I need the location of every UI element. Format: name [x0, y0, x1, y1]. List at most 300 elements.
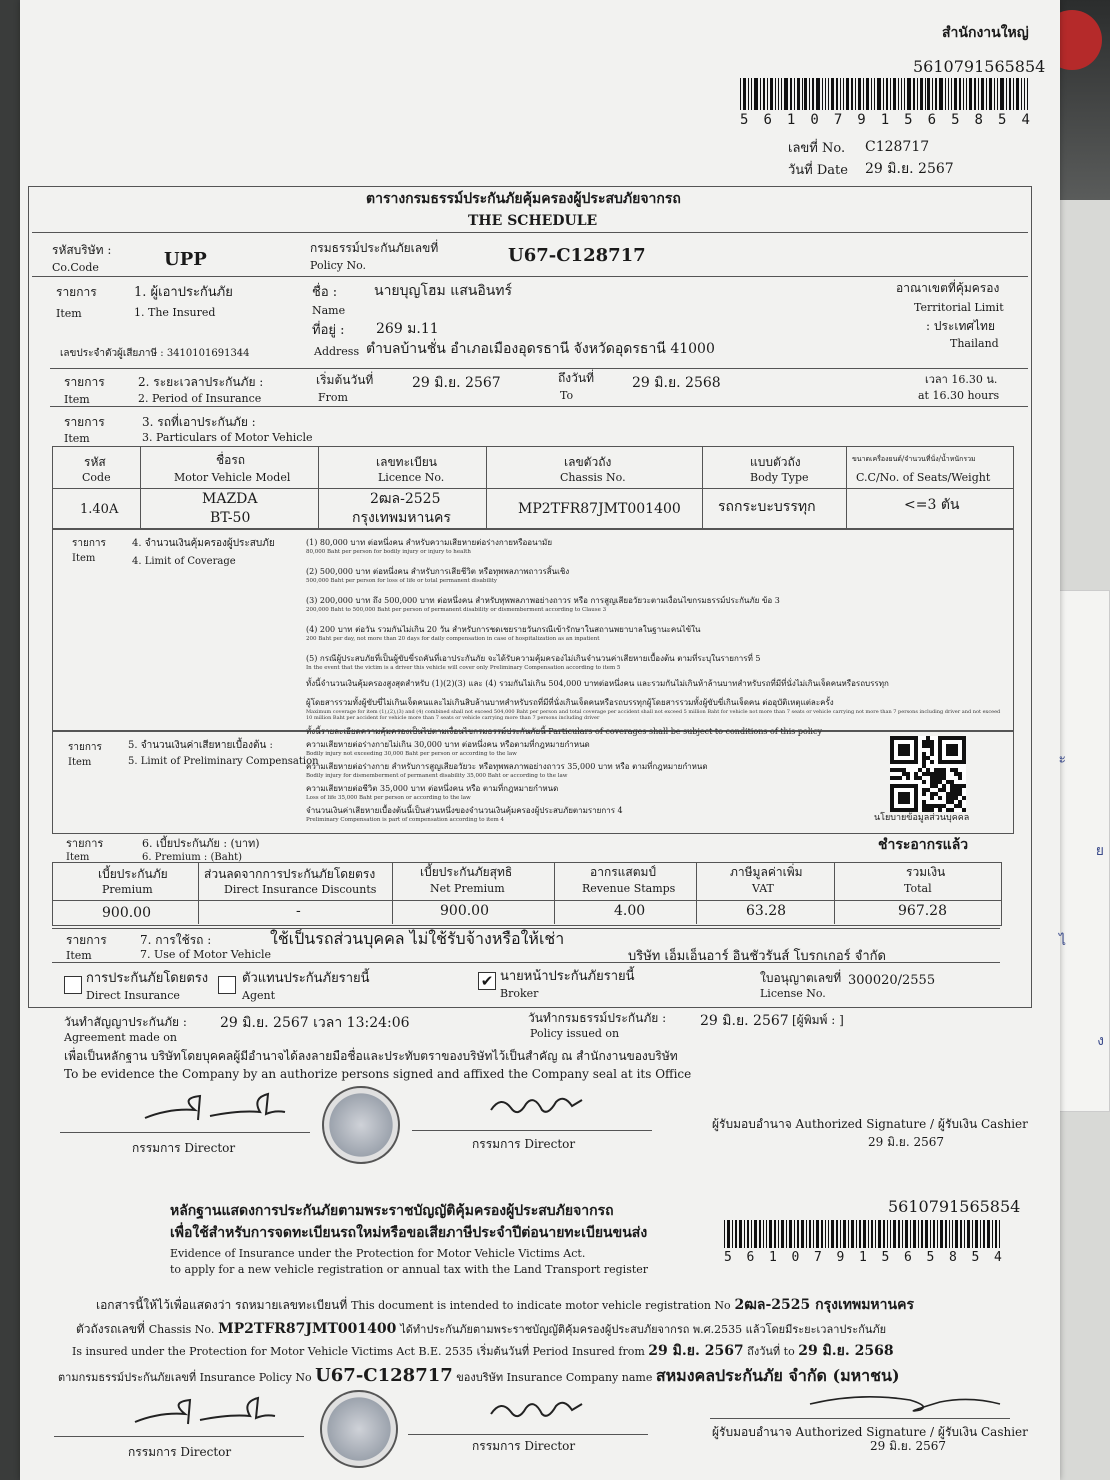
to-label-en: To: [560, 389, 574, 402]
coverage-label-en: 4. Limit of Coverage: [132, 556, 236, 567]
coverage-line-4-en: 200 Baht per day, not more than 20 days for daily compensation in case of hospitalization as an inpatient: [306, 636, 600, 642]
barcode-bar: [1016, 78, 1019, 110]
barcode-bar: [969, 78, 973, 110]
barcode-bar: [964, 1220, 965, 1248]
cert-title-en-1: Evidence of Insurance under the Protection for Motor Vehicle Victims Act.: [170, 1247, 586, 1260]
barcode-bar: [902, 1220, 903, 1248]
coverage-line-8-th: ทั้งนี้รายละเอียดความคุ้มครองเป็นไปตามเงื่อนไขกรมธรรม์ประกันภัยนี้ Particulars of coverages shall be subject to conditions of this policy: [306, 727, 822, 736]
cert-chassis: MP2TFR87JMT001400: [218, 1321, 397, 1337]
coverage-line-1-th: (1) 80,000 บาท ต่อหนึ่งคน สำหรับความเสียหายต่อร่างกายหรืออนามัย: [306, 538, 553, 547]
barcode-digit: 4: [994, 1250, 1002, 1265]
vh-model-th: ชื่อรถ: [216, 453, 246, 467]
period-time-th: เวลา 16.30 น.: [925, 373, 998, 386]
qr-module: [962, 796, 966, 800]
cert-period-from: 29 มิ.ย. 2567: [648, 1343, 744, 1359]
barcode-bar: [812, 78, 814, 110]
barcode-bar: [1024, 78, 1025, 110]
barcode-bar: [878, 1220, 881, 1248]
coverage-line-7-en: Maximum coverage for item (1),(2),(3) and (4) combined shall not exceed 504,000 Baht per person and total coverage per accident shall not exceed 5 million Baht for vehicle not more than 7 seats or vehicle carrying not more than 7 persons including driver and not exceed 10 million Baht per accident for vehicle more than 7 seats or vehicle carrying more than 7 persons including driver: [306, 709, 1001, 721]
barcode-bar: [921, 1220, 923, 1248]
barcode-bar: [851, 1220, 854, 1248]
policy-no-label-en: Policy No.: [310, 259, 367, 272]
side-mark-3: ไ: [1058, 933, 1066, 949]
barcode-bar: [778, 1220, 779, 1248]
barcode-bar: [966, 78, 967, 110]
co-code-value: UPP: [164, 249, 207, 270]
barcode-bar: [775, 78, 777, 110]
agent-label-en: Agent: [242, 989, 275, 1002]
barcode-bar: [786, 1220, 787, 1248]
cert-cashier-label: ผู้รับมอบอำนาจ Authorized Signature / ผู้รับเงิน Cashier: [712, 1425, 1028, 1439]
barcode-bar: [904, 78, 905, 110]
name-label-en: Name: [312, 304, 346, 317]
director-signature-2: [486, 1090, 586, 1124]
barcode-bar: [740, 78, 741, 110]
barcode-bar: [955, 1220, 959, 1248]
cert-line4: [58, 1366, 900, 1386]
barcode-bar: [917, 78, 918, 110]
barcode-bar: [975, 1220, 978, 1248]
barcode-bar: [920, 78, 923, 110]
barcode-bar: [890, 78, 891, 110]
barcode-digit: 5: [951, 112, 960, 128]
item4-label-th: รายการ: [72, 538, 106, 549]
barcode-bar: [856, 1220, 857, 1248]
barcode-bar: [918, 1220, 919, 1248]
ph-total-en: Total: [904, 882, 932, 895]
barcode-bar: [933, 1220, 935, 1248]
barcode-bar: [760, 78, 761, 110]
barcode-bar: [804, 78, 807, 110]
vehicle-licence-1: 2ฒล-2525: [370, 491, 441, 507]
evidence-text-th: เพื่อเป็นหลักฐาน บริษัทโดยบุคคลผู้มีอำนาจได้ลงลายมือชื่อและประทับตราของบริษัทไว้เป็นสำคัญ ณ สำนักงานของบริษัท: [64, 1049, 678, 1063]
barcode-bar: [989, 78, 992, 110]
barcode-bar: [821, 1220, 823, 1248]
prelim-line-3-th: ความเสียหายต่อชีวิต 35,000 บาท ต่อหนึ่งคน หรือ ตามที่กฎหมายกำหนด: [306, 784, 559, 793]
cert-title-th-1: หลักฐานแสดงการประกันภัยตามพระราชบัญญัติคุ้มครองผู้ประสบภัยจากรถ: [170, 1203, 614, 1219]
cert-line3-d: ถึงวันที่ to: [747, 1345, 795, 1358]
cert-line3-a: Is insured under the Protection for Motor Vehicle Victims Act B.E. 2535: [72, 1345, 474, 1358]
barcode-bar: [983, 1220, 985, 1248]
barcode-bar: [959, 78, 961, 110]
barcode-bar: [890, 1220, 891, 1248]
barcode-bar: [927, 78, 930, 110]
territory-label-th: อาณาเขตที่คุ้มครอง: [896, 281, 1000, 295]
cert-line1-b: This document is intended to indicate motor vehicle registration No: [351, 1299, 731, 1312]
barcode-bar: [999, 1220, 1000, 1248]
agreement-made-value: 29 มิ.ย. 2567 เวลา 13:24:06: [220, 1015, 410, 1031]
agent-checkbox[interactable]: [218, 976, 236, 994]
pv-discount: -: [296, 903, 301, 919]
license-number: 300020/2555: [848, 973, 936, 988]
barcode-digit: 5: [926, 1250, 935, 1265]
side-mark-4: ง: [1097, 1033, 1104, 1049]
barcode-bar: [843, 78, 844, 110]
qr-module: [930, 760, 934, 764]
barcode-bar: [930, 1220, 931, 1248]
cert-director-label-1: กรรมการ Director: [128, 1445, 232, 1459]
qr-module: [930, 796, 934, 800]
agreement-made-label-en: Agreement made on: [64, 1031, 177, 1044]
vh-body-en: Body Type: [750, 471, 809, 484]
prelim-line-2-en: Bodily injury for dismemberment of permanent disability 35,000 Baht or according to the law: [306, 773, 568, 779]
usage-value: ใช้เป็นรถส่วนบุคคล ไม่ใช้รับจ้างหรือให้เช่า: [270, 929, 565, 948]
barcode-digit: 0: [810, 112, 819, 128]
barcode-digit: 1: [786, 112, 796, 128]
printed-by: [ผู้พิมพ์ : ]: [792, 1013, 844, 1027]
vehicle-label-en: 3. Particulars of Motor Vehicle: [142, 431, 313, 444]
barcode-bar: [886, 78, 888, 110]
barcode-bar: [751, 1220, 752, 1248]
barcode-bottom: [724, 1220, 1002, 1248]
barcode-bar: [724, 1220, 725, 1248]
barcode-digits-bottom: [724, 1250, 1002, 1265]
barcode-bar: [875, 1220, 876, 1248]
license-label-en: License No.: [760, 987, 826, 1000]
qr-module: [930, 752, 934, 756]
cert-line4-a: ตามกรมธรรม์ประกันภัยเลขที่ Insurance Policy No: [58, 1371, 312, 1384]
barcode-digit: 6: [763, 112, 772, 128]
qr-module: [950, 808, 954, 812]
barcode-bar: [913, 1220, 916, 1248]
vh-code-th: รหัส: [84, 455, 106, 469]
coverage-line-1-en: 80,000 Baht per person for bodily injury or injury to health: [306, 549, 471, 555]
barcode-bar: [1009, 78, 1011, 110]
barcode-bar: [802, 78, 803, 110]
barcode-bar: [948, 78, 950, 110]
barcode-bar: [987, 1220, 991, 1248]
broker-checkbox-checked[interactable]: ✔: [478, 972, 496, 990]
barcode-top: [740, 78, 1030, 110]
broker-label-th: นายหน้าประกันภัยรายนี้: [500, 969, 635, 984]
barcode-bar: [763, 78, 765, 110]
barcode-bar: [868, 1220, 869, 1248]
barcode-digit: 1: [859, 1250, 867, 1265]
ph-vat-en: VAT: [752, 882, 774, 895]
barcode-digit: 5: [904, 112, 913, 128]
coverage-line-2-th: (2) 500,000 บาท ต่อหนึ่งคน สำหรับการเสียชีวิต หรือทุพพลภาพถาวรสิ้นเชิง: [306, 567, 570, 576]
barcode-bar: [825, 1220, 826, 1248]
barcode-digit: 7: [814, 1250, 822, 1265]
policy-issued-label-en: Policy issued on: [530, 1027, 620, 1040]
item6-label-en: Item: [66, 852, 90, 863]
preliminary-lines: [306, 738, 866, 823]
barcode-bar: [781, 1220, 784, 1248]
barcode-bar: [789, 1220, 792, 1248]
tax-id: เลขประจำตัวผู้เสียภาษี : 3410101691344: [60, 348, 250, 359]
barcode-bar: [769, 1220, 773, 1248]
preliminary-label-th: 5. จำนวนเงินค่าเสียหายเบื้องต้น :: [128, 740, 273, 751]
vh-licence-en: Licence No.: [378, 471, 445, 484]
vh-licence-th: เลขทะเบียน: [376, 455, 437, 469]
cert-line1-a: เอกสารนี้ให้ไว้เพื่อแสดงว่า รถหมายเลขทะเบียนที่: [96, 1298, 348, 1312]
barcode-bar: [893, 1220, 897, 1248]
barcode-bar: [739, 1220, 743, 1248]
barcode-bar: [877, 78, 881, 110]
policy-issued-label-th: วันทำกรมธรรม์ประกันภัย :: [528, 1011, 667, 1025]
territory-value-th: : ประเทศไทย: [926, 319, 995, 333]
vehicle-model-2: BT-50: [210, 510, 251, 526]
period-label-en: 2. Period of Insurance: [138, 392, 262, 405]
barcode-bar: [825, 78, 827, 110]
barcode-bar: [940, 1220, 943, 1248]
cert-line2-d: ได้ทำประกันภัยตามพระราชบัญญัติคุ้มครองผู้ประสบภัยจากรถ พ.ศ.2535 แล้วโดยมีระยะเวลาประกันภัย: [400, 1323, 887, 1336]
cert-director-signature-2: [486, 1394, 586, 1428]
cert-cashier-date: 29 มิ.ย. 2567: [870, 1439, 947, 1453]
barcode-bar: [840, 1220, 841, 1248]
agent-label-th: ตัวแทนประกันภัยรายนี้: [242, 971, 370, 986]
barcode-bar: [846, 78, 850, 110]
barcode-bar: [952, 1220, 953, 1248]
coverage-line-5-th: (5) กรณีผู้ประสบภัยที่เป็นผู้ขับขี่รถคันที่เอาประกันภัย จะได้รับความคุ้มครองไม่เกินจำนวนค่าเสียหายเบื้องต้น ตามที่ระบุในรายการที่ 5: [306, 654, 761, 663]
company-seal-1: [322, 1086, 400, 1164]
office-label: สำนักงานใหญ่: [942, 25, 1029, 41]
privacy-qr-code[interactable]: [890, 736, 966, 812]
item6-label-th: รายการ: [66, 837, 104, 850]
barcode-bar: [863, 1220, 867, 1248]
vh-model-en: Motor Vehicle Model: [174, 471, 291, 484]
barcode-digit: 9: [857, 112, 866, 128]
barcode-bar: [828, 78, 829, 110]
barcode-bar: [978, 78, 979, 110]
cashier-signature: [800, 1388, 1010, 1418]
barcode-digit: 5: [997, 112, 1007, 128]
vehicle-seats: <=3 ตัน: [904, 497, 960, 513]
territory-value-en: Thailand: [950, 337, 999, 350]
qr-module: [898, 776, 902, 780]
director-label-2: กรรมการ Director: [472, 1137, 576, 1151]
ph-premium-en: Premium: [102, 883, 153, 896]
coverage-line-2-en: 500,000 Baht per person for loss of life or total permanent disability: [306, 578, 498, 584]
barcode-bar: [967, 1220, 970, 1248]
barcode-digit: 9: [836, 1250, 845, 1265]
barcode-digit: 6: [746, 1250, 755, 1265]
item3-label-en: Item: [64, 432, 90, 445]
coverage-line-3-en: 200,000 Baht to 500,000 Baht per person of permanent disability or dismemberment according to Clause 3: [306, 607, 607, 613]
barcode-bar: [767, 78, 768, 110]
qr-finder: [946, 744, 958, 756]
cert-title-th-2: เพื่อใช้สำหรับการจดทะเบียนรถใหม่หรือขอเสียภาษีประจำปีต่อนายทะเบียนขนส่ง: [170, 1225, 648, 1241]
barcode-digit: 6: [904, 1250, 912, 1265]
barcode-bar: [831, 1220, 835, 1248]
prelim-line-1-th: ความเสียหายต่อร่างกายไม่เกิน 30,000 บาท ต่อหนึ่งคน หรือตามที่กฎหมายกำหนด: [306, 740, 590, 749]
barcode-bar: [840, 78, 841, 110]
qr-module: [906, 776, 910, 780]
cert-director-signature-1: [130, 1392, 280, 1432]
barcode-digit: 1: [880, 112, 890, 128]
qr-module: [962, 808, 966, 812]
barcode-bar: [893, 78, 896, 110]
name-label-th: ชื่อ :: [312, 285, 338, 300]
barcode-digits-top: [740, 112, 1030, 128]
barcode-bar: [939, 78, 943, 110]
barcode-bar: [831, 78, 834, 110]
item5-label-th: รายการ: [68, 742, 102, 753]
barcode-bar: [797, 78, 800, 110]
barcode-bar: [778, 78, 779, 110]
barcode-bar: [774, 1220, 776, 1248]
ph-premium-th: เบี้ยประกันภัย: [98, 867, 168, 881]
barcode-digit: 5: [724, 1250, 732, 1265]
barcode-bar: [794, 78, 795, 110]
barcode-bar: [828, 1220, 829, 1248]
cert-director-label-2: กรรมการ Director: [472, 1439, 576, 1453]
address-label-th: ที่อยู่ :: [312, 323, 345, 338]
prelim-line-4-en: Preliminary Compensation is part of compensation according to item 4: [306, 817, 504, 823]
barcode-bar: [1000, 78, 1004, 110]
ph-discount-en: Direct Insurance Discounts: [224, 883, 377, 896]
stamp-paid-label: ชำระอากรแล้ว: [878, 837, 969, 853]
doc-no-label: เลขที่ No.: [788, 141, 846, 156]
barcode-bar: [951, 78, 952, 110]
barcode-number: 5610791565854: [913, 57, 1046, 76]
period-time-en: at 16.30 hours: [918, 389, 1000, 402]
prelim-line-1-en: Bodily injury not exceeding 30,000 Baht per person or according to the law: [306, 751, 517, 757]
qr-module: [930, 808, 934, 812]
pv-vat: 63.28: [746, 903, 787, 919]
barcode-bar: [748, 78, 749, 110]
insured-label-en: 1. The Insured: [134, 306, 216, 319]
vehicle-body-type: รถกระบะบรรทุก: [718, 499, 816, 515]
barcode-bar: [945, 1220, 947, 1248]
co-code-label-en: Co.Code: [52, 261, 99, 274]
item3-label-th: รายการ: [64, 415, 105, 429]
item1-label-th: รายการ: [56, 285, 97, 299]
ph-stamps-th: อากรแสตมป์: [590, 865, 657, 879]
barcode-bar: [809, 78, 810, 110]
cert-line3: [72, 1344, 894, 1359]
barcode-bar: [937, 1220, 938, 1248]
preliminary-label-en: 5. Limit of Preliminary Compensation: [128, 756, 319, 767]
premium-label-th: 6. เบี้ยประกันภัย : (บาท): [142, 837, 260, 850]
barcode-bar: [907, 78, 911, 110]
doc-date-label: วันที่ Date: [788, 163, 848, 178]
barcode-digit: 0: [791, 1250, 800, 1265]
coverage-line-6-th: ทั้งนี้จำนวนเงินคุ้มครองสูงสุดสำหรับ (1)(2)(3) และ (4) รวมกันไม่เกิน 504,000 บาทต่อหนึ่งคน และรวมกันไม่เกินห้าล้านบาทสำหรับรถที่มีที่นั่งไม่เกินเจ็ดคนหรือรถบรรทุก: [306, 679, 889, 688]
barcode-bar: [898, 78, 900, 110]
coverage-label-th: 4. จำนวนเงินคุ้มครองผู้ประสบภัย: [132, 538, 275, 549]
barcode-bar: [986, 78, 987, 110]
barcode-bar: [925, 1220, 929, 1248]
cert-line2-a: ตัวถังรถเลขที่: [76, 1322, 145, 1336]
ph-total-th: รวมเงิน: [906, 865, 946, 879]
prelim-line-2-th: ความเสียหายต่อร่างกาย สำหรับการสูญเสียอวัยวะ หรือทุพพลภาพอย่างถาวร 35,000 บาท หรือ ตามที่กฎหมายกำหนด: [306, 762, 708, 771]
item4-label-en: Item: [72, 553, 96, 564]
barcode-bar: [1013, 78, 1014, 110]
barcode-bar: [781, 78, 782, 110]
ph-net-th: เบี้ยประกันภัยสุทธิ: [420, 865, 513, 879]
cert-line2-b: Chassis No.: [148, 1323, 215, 1336]
vehicle-licence-2: กรุงเทพมหานคร: [352, 510, 451, 526]
barcode-bar: [883, 78, 884, 110]
agreement-made-label-th: วันทำสัญญาประกันภัย :: [64, 1015, 187, 1029]
barcode-bar: [836, 1220, 838, 1248]
address-label-en: Address: [314, 345, 360, 358]
vh-chassis-th: เลขตัวถัง: [564, 455, 612, 469]
barcode-bar: [960, 1220, 962, 1248]
barcode-bar: [790, 78, 792, 110]
vh-code-en: Code: [82, 471, 111, 484]
barcode-bar: [843, 1220, 846, 1248]
coverage-lines: [306, 536, 1006, 738]
direct-insurance-checkbox[interactable]: [64, 976, 82, 994]
barcode-bar: [794, 1220, 795, 1248]
company-seal-2: [320, 1390, 398, 1468]
barcode-bar: [784, 78, 788, 110]
barcode-digit: 8: [974, 112, 983, 128]
qr-module: [938, 808, 942, 812]
broker-name: บริษัท เอ็มเอ็นอาร์ อินชัวรันส์ โบรกเกอร์ จำกัด: [628, 949, 886, 964]
barcode-digit: 5: [971, 1250, 980, 1265]
evidence-text-en: To be evidence the Company by an authorize persons signed and affixed the Company seal at its Office: [64, 1067, 692, 1081]
cert-barcode-number: 5610791565854: [888, 1197, 1021, 1216]
qr-module: [922, 780, 926, 784]
barcode-bar: [744, 1220, 745, 1248]
period-label-th: 2. ระยะเวลาประกันภัย :: [138, 375, 264, 389]
barcode-digit: 1: [769, 1250, 777, 1265]
barcode-bar: [848, 1220, 849, 1248]
barcode-bar: [866, 78, 869, 110]
barcode-bar: [974, 78, 976, 110]
usage-label-en: 7. Use of Motor Vehicle: [140, 948, 272, 961]
barcode-bar: [997, 78, 999, 110]
prelim-line-3-en: Loss of life 35,000 Baht per person or according to the law: [306, 795, 471, 801]
address-line-1: 269 ม.11: [376, 321, 439, 337]
barcode-bar: [994, 78, 995, 110]
cert-line1: [96, 1298, 914, 1313]
barcode-bar: [855, 78, 856, 110]
barcode-bar: [1021, 78, 1023, 110]
cert-company-name: สหมงคลประกันภัย จำกัด (มหาชน): [655, 1366, 900, 1385]
period-to: 29 มิ.ย. 2568: [632, 375, 721, 391]
pv-total: 967.28: [898, 903, 947, 919]
barcode-bar: [954, 78, 957, 110]
cert-period-to: 29 มิ.ย. 2568: [798, 1343, 894, 1359]
barcode-bar: [949, 1220, 950, 1248]
vh-seats-th: ขนาดเครื่องยนต์/จำนวนที่นั่ง/น้ำหนักรวม: [852, 455, 976, 463]
director-signature-1: [140, 1088, 290, 1128]
barcode-bar: [816, 1220, 819, 1248]
item7-label-en: Item: [66, 949, 92, 962]
barcode-bar: [754, 78, 758, 110]
coverage-line-4-th: (4) 200 บาท ต่อวัน รวมกันไม่เกิน 20 วัน สำหรับการชดเชยรายวันกรณีเข้ารักษาในสถานพยาบาลในฐานะคนไข้ใน: [306, 625, 701, 634]
broker-label-en: Broker: [500, 987, 539, 1000]
barcode-digit: 8: [949, 1250, 957, 1265]
barcode-bar: [797, 1220, 799, 1248]
barcode-bar: [851, 78, 853, 110]
barcode-bar: [836, 78, 838, 110]
direct-insurance-label-th: การประกันภัยโดยตรง: [86, 971, 209, 986]
barcode-bar: [770, 78, 773, 110]
barcode-bar: [871, 78, 872, 110]
barcode-bar: [925, 78, 926, 110]
barcode-bar: [935, 78, 937, 110]
direct-insurance-label-en: Direct Insurance: [86, 989, 180, 1002]
coverage-line-7-th: ผู้โดยสารรวมทั้งผู้ขับขี่ไม่เกินเจ็ดคนและไม่เกินสิบล้านบาทสำหรับรถที่มีที่นั่งเกินเจ็ดคนหรือรถบรรทุกผู้โดยสารรวมทั้งผู้ขับขี่เกินเจ็ดคน ต่ออุบัติเหตุแต่ละครั้ง: [306, 698, 834, 707]
policy-no-value: U67-C128717: [508, 245, 646, 266]
director-label-1: กรรมการ Director: [132, 1141, 236, 1155]
privacy-policy-label[interactable]: นโยบายข้อมูลส่วนบุคคล: [874, 813, 970, 823]
barcode-bar: [995, 1220, 997, 1248]
barcode-bar: [981, 78, 984, 110]
barcode-bar: [732, 1220, 733, 1248]
barcode-bar: [901, 78, 902, 110]
coverage-line-3-th: (3) 200,000 บาท ถึง 500,000 บาท ต่อหนึ่งคน สำหรับทุพพลภาพอย่างถาวร หรือ การสูญเสียอวัยวะตามเงื่อนไขกรมธรรม์ประกันภัย ข้อ 3: [306, 596, 780, 605]
barcode-bar: [801, 1220, 805, 1248]
from-label-en: From: [318, 391, 348, 404]
barcode-bar: [759, 1220, 761, 1248]
period-from: 29 มิ.ย. 2567: [412, 375, 501, 391]
